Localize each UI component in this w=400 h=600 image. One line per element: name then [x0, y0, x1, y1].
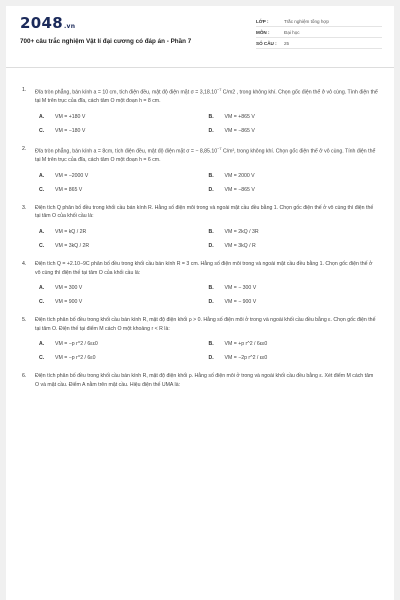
option-text: VM = 865 V — [55, 186, 83, 193]
answer-option[interactable] — [39, 114, 209, 120]
option-letter: B. — [208, 285, 214, 292]
question-number: 2. — [22, 145, 27, 152]
option-letter: C. — [39, 299, 45, 306]
question-exponent: −7 — [217, 88, 222, 92]
question-text — [35, 145, 378, 165]
option-letter: C. — [39, 355, 45, 362]
meta-row — [256, 16, 382, 27]
meta-key: SỐ CÂU : — [256, 40, 277, 46]
document-title: 700+ câu trắc nghiệm Vật lí đại cương có đáp án - Phần 7 — [20, 38, 192, 45]
option-letter: C. — [39, 127, 45, 134]
answer-option[interactable] — [209, 243, 379, 249]
question — [22, 145, 378, 193]
option-letter: B. — [208, 229, 214, 236]
question-exponent: −7 — [217, 146, 222, 151]
option-letter: A. — [39, 229, 45, 236]
answer-option[interactable] — [39, 229, 209, 235]
answer-options — [22, 229, 378, 249]
question-text-part: Điện tích Q = +2.10−9C phân bố đều trong khối cầu bán kính R = 3 cm. Hằng số điện môi trong và ngoài mặt cầu đều bằng 1. Chọn gốc điện thế ở vô cùng thì điện thế tại tâm O của khối cầu là: — [35, 261, 373, 276]
meta-row — [256, 38, 382, 49]
answer-option[interactable] — [39, 355, 209, 361]
logo-text: 2048 — [20, 14, 63, 32]
answer-option[interactable] — [39, 243, 209, 249]
question-text — [35, 260, 378, 277]
answer-options — [22, 173, 378, 193]
option-letter: D. — [208, 243, 214, 250]
option-letter: C. — [39, 243, 45, 250]
option-text: VM = −2000 V — [55, 172, 89, 179]
option-letter: A. — [39, 341, 45, 348]
option-text: VM = +865 V — [224, 113, 255, 120]
question-number: 6. — [22, 373, 27, 380]
answer-option[interactable] — [209, 114, 379, 120]
option-letter: D. — [208, 127, 214, 134]
option-letter: B. — [208, 113, 214, 120]
option-letter: B. — [208, 172, 214, 179]
option-letter: D. — [208, 299, 214, 306]
answer-option[interactable] — [209, 299, 379, 305]
answer-option[interactable] — [209, 285, 379, 291]
option-text: VM = 300 V — [55, 285, 83, 292]
question-text — [35, 372, 378, 389]
option-text: VM = − 900 V — [224, 299, 257, 306]
answer-option[interactable] — [209, 128, 379, 134]
option-letter: D. — [208, 186, 214, 193]
question-text-part: Điện tích phân bố đều trong khối cầu bán kính R, mật độ điện khối ρ. Hằng số điện môi ở trong và ngoài khối cầu đều bằng ε. Xét điểm M cách tâm O và mặt cầu. Điểm A nằm trên mặt cầu. Hiệu điện thế UMA là: — [35, 373, 374, 388]
answer-option[interactable] — [39, 285, 209, 291]
meta-key: MÔN : — [256, 29, 270, 35]
meta-key: LỚP : — [256, 18, 269, 24]
option-letter: D. — [208, 355, 214, 362]
option-text: VM = −865 V — [224, 186, 255, 193]
option-letter: A. — [39, 172, 45, 179]
option-text: VM = −2p r^2 / εε0 — [224, 355, 268, 362]
answer-option[interactable] — [209, 229, 379, 235]
answer-options — [22, 341, 378, 361]
answer-option[interactable] — [209, 173, 379, 179]
document-page — [6, 6, 394, 600]
option-text: VM = −p r^2 / 6ε0 — [55, 355, 96, 362]
answer-option[interactable] — [39, 173, 209, 179]
answer-option[interactable] — [39, 187, 209, 193]
option-letter: A. — [39, 113, 45, 120]
meta-row — [256, 27, 382, 38]
option-text: VM = 3kQ / R — [224, 243, 256, 250]
meta-table — [256, 16, 382, 49]
option-text: VM = +p r^2 / 6εε0 — [224, 341, 268, 348]
question — [22, 260, 378, 305]
question-text-part: Đĩa tròn phẳng, bán kính a = 10 cm, tích điện đều, mật độ điện mặt σ = 3,18.10 — [35, 89, 217, 96]
question-text — [35, 316, 378, 333]
option-text: VM = +180 V — [55, 113, 86, 120]
meta-value: Trắc nghiệm tổng hợp — [284, 18, 329, 24]
option-letter: B. — [208, 341, 214, 348]
question-text-part: Đĩa tròn phẳng, bán kính a = 8cm, tích điện đều, mật độ điện mặt σ = − 8,85.10 — [35, 148, 218, 155]
option-letter: A. — [39, 285, 45, 292]
question-text — [35, 204, 378, 221]
answer-option[interactable] — [209, 355, 379, 361]
option-text: VM = kQ / 2R — [55, 229, 87, 236]
option-text: VM = 900 V — [55, 299, 83, 306]
question-text-part: Điện tích phân bố đều trong khối cầu bán kính R, mật độ điện khối ρ > 0. Hằng số điện môi ở trong và ngoài khối cầu đều bằng ε. Chọn gốc điện thế tại tâm O. Điện thế tại điểm M cách O một khoảng r < R là: — [35, 317, 376, 332]
answer-option[interactable] — [39, 341, 209, 347]
meta-value: Đại học — [284, 29, 300, 35]
logo-suffix: .vn — [63, 23, 76, 30]
question-text-part: Điện tích Q phân bố đều trong khối cầu bán kính R. Hằng số điện môi trong và ngoài mặt cầu đều bằng 1. Chọn gốc điện thế ở vô cùng thì điện thế tại tâm O của khối cầu là: — [35, 204, 374, 220]
answer-option[interactable] — [209, 341, 379, 347]
option-text: VM = −180 V — [55, 127, 86, 134]
question-number: 3. — [22, 204, 27, 211]
option-text: VM = − 300 V — [224, 285, 257, 292]
question — [22, 86, 378, 134]
question-list — [6, 68, 394, 390]
answer-option[interactable] — [39, 299, 209, 305]
option-letter: C. — [39, 186, 45, 193]
meta-value: 25 — [284, 40, 290, 46]
question-number: 4. — [22, 261, 27, 268]
option-text: VM = 2kQ / 3R — [224, 229, 259, 236]
document-header — [6, 6, 394, 68]
question-number: 1. — [22, 87, 27, 93]
question-text — [35, 86, 378, 106]
answer-options — [22, 114, 378, 134]
answer-option[interactable] — [209, 187, 379, 193]
option-text: VM = 2000 V — [224, 172, 255, 179]
question — [22, 316, 378, 361]
option-text: VM = −p r^2 / 6εε0 — [55, 341, 98, 348]
question — [22, 372, 378, 389]
question-text-part: C/m2 , trong không khí. Chọn gốc điện thế ở vô cùng. Tính điện thế tại M trên trục của đĩa, cách tâm O một đoạn h = 8 cm. — [35, 89, 378, 105]
question-number: 5. — [22, 317, 27, 324]
option-text: VM = −865 V — [224, 127, 255, 134]
option-text: VM = 3kQ / 2R — [55, 243, 90, 250]
answer-option[interactable] — [39, 128, 209, 134]
question — [22, 204, 378, 249]
question-text-part: C/m², trong không khí. Chọn gốc điện thế ở vô cùng. Tính điện thế tại M trên trục của đĩa, cách tâm O một đoạn h = 6 cm. — [35, 148, 376, 164]
answer-options — [22, 285, 378, 305]
